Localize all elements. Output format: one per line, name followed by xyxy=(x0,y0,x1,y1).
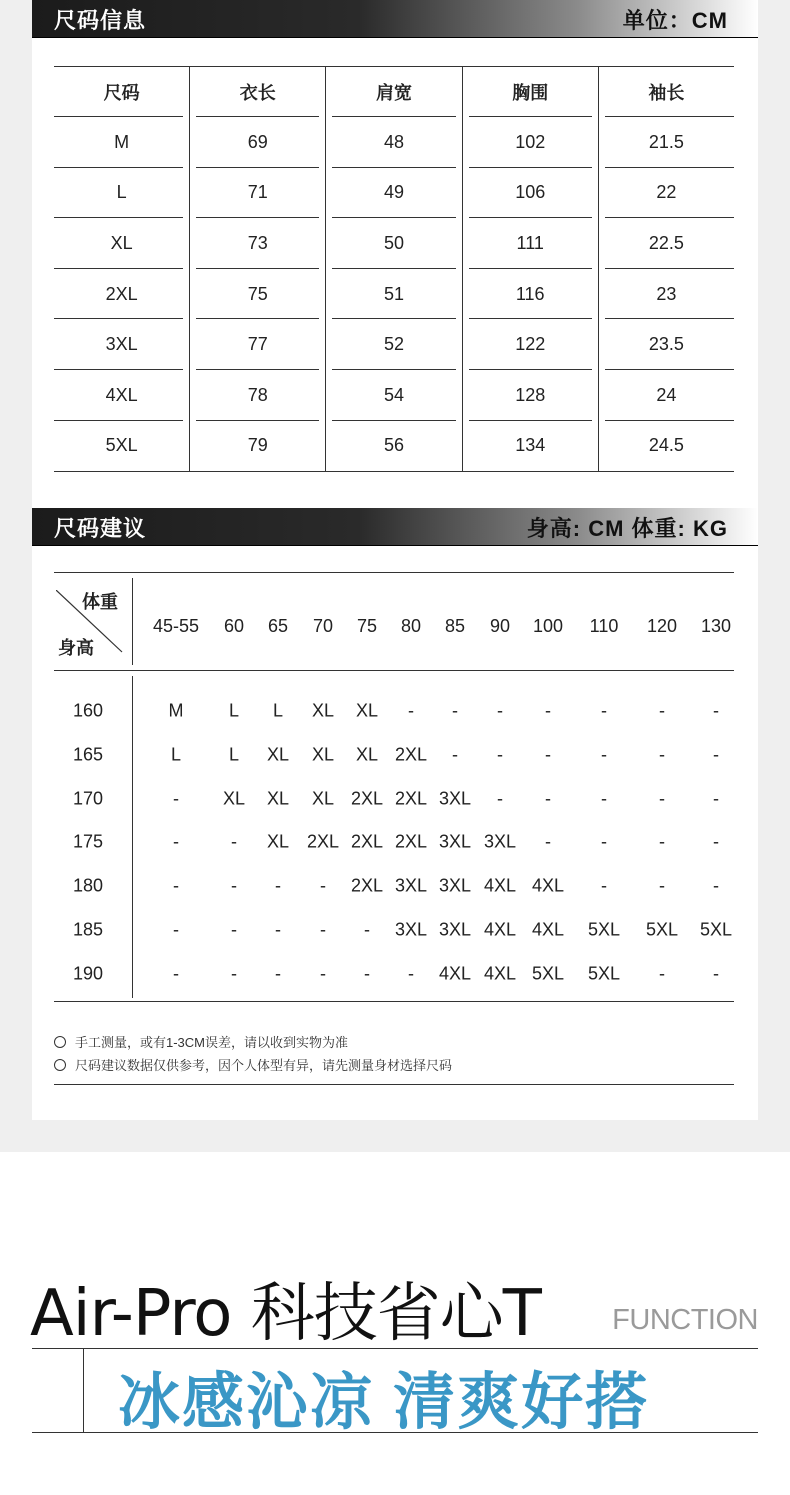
size-info-header-bar xyxy=(32,0,758,38)
advice-cell: - xyxy=(320,919,326,940)
table-cell: 128 xyxy=(462,370,598,421)
table-row xyxy=(54,421,734,472)
size-advice-card xyxy=(32,500,758,1120)
advice-cell: XL xyxy=(266,831,290,852)
advice-cell: 2XL xyxy=(394,744,428,765)
weight-header: 60 xyxy=(223,616,245,636)
advice-cell: - xyxy=(713,700,719,721)
list-item xyxy=(54,1053,734,1076)
table-cell: 73 xyxy=(189,218,325,269)
advice-cell: - xyxy=(173,831,179,852)
advice-cell: L xyxy=(228,700,240,721)
advice-cell: 5XL xyxy=(531,963,565,984)
divider xyxy=(32,1348,758,1349)
table-header-row xyxy=(54,67,734,117)
advice-cell: XL xyxy=(266,788,290,809)
advice-cell: - xyxy=(659,875,665,896)
table-cell: 5XL xyxy=(105,435,138,456)
circle-bullet-icon xyxy=(54,1036,66,1048)
circle-bullet-icon xyxy=(54,1059,66,1071)
weight-header: 85 xyxy=(444,616,466,636)
advice-cell: 5XL xyxy=(645,919,679,940)
list-item xyxy=(54,1030,734,1053)
advice-cell: - xyxy=(545,744,551,765)
table-row xyxy=(54,269,734,320)
advice-cell: - xyxy=(601,831,607,852)
table-cell: 3XL xyxy=(54,319,189,370)
height-label: 185 xyxy=(72,919,104,940)
table-cell: 4XL xyxy=(54,370,189,421)
divider xyxy=(54,1001,734,1002)
product-headline: Air-Pro 科技省心T xyxy=(30,1277,541,1351)
advice-cell: 3XL xyxy=(438,875,472,896)
weight-header: 90 xyxy=(489,616,511,636)
weight-header: 75 xyxy=(356,616,378,636)
table-cell: 116 xyxy=(462,269,598,320)
advice-cell: 2XL xyxy=(350,831,384,852)
advice-cell: 4XL xyxy=(531,875,565,896)
advice-cell: - xyxy=(601,875,607,896)
size-advice-unit: 身高: CM 体重: KG xyxy=(526,516,728,541)
table-header-cell: 衣长 xyxy=(189,67,325,117)
table-cell: 21.5 xyxy=(598,117,734,168)
table-cell: L xyxy=(54,168,189,219)
table-cell: 102 xyxy=(462,117,598,168)
advice-cell: - xyxy=(659,831,665,852)
divider xyxy=(54,1084,734,1085)
advice-cell: - xyxy=(275,919,281,940)
advice-cell: - xyxy=(408,700,414,721)
table-row xyxy=(54,218,734,269)
height-label: 165 xyxy=(72,744,104,765)
advice-cell: 2XL xyxy=(394,788,428,809)
advice-cell: - xyxy=(497,744,503,765)
advice-cell: - xyxy=(173,875,179,896)
size-info-unit: 单位：CM xyxy=(622,8,728,33)
advice-cell: XL xyxy=(266,744,290,765)
table-header-cell: 尺码 xyxy=(54,67,189,117)
advice-cell: - xyxy=(659,788,665,809)
advice-cell: - xyxy=(275,875,281,896)
advice-cell: 5XL xyxy=(587,919,621,940)
table-cell: 56 xyxy=(325,421,461,472)
table-cell: 54 xyxy=(325,370,461,421)
height-label: 190 xyxy=(72,963,104,984)
advice-cell: - xyxy=(408,963,414,984)
advice-cell: 4XL xyxy=(483,963,517,984)
advice-cell: - xyxy=(231,875,237,896)
table-cell: 24.5 xyxy=(598,421,734,472)
weight-header: 80 xyxy=(400,616,422,636)
weight-header: 120 xyxy=(646,616,678,636)
advice-cell: 2XL xyxy=(350,788,384,809)
divider xyxy=(54,572,734,573)
advice-cell: 5XL xyxy=(699,919,733,940)
advice-cell: - xyxy=(659,744,665,765)
advice-cell: - xyxy=(713,788,719,809)
table-cell: 134 xyxy=(462,421,598,472)
advice-cell: 3XL xyxy=(438,831,472,852)
table-header-cell: 袖长 xyxy=(598,67,734,117)
advice-cell: - xyxy=(231,963,237,984)
table-header-cell: 胸围 xyxy=(462,67,598,117)
advice-cell: - xyxy=(713,831,719,852)
advice-cell: L xyxy=(170,744,182,765)
divider xyxy=(132,578,133,665)
advice-cell: - xyxy=(364,963,370,984)
table-cell: 75 xyxy=(189,269,325,320)
advice-cell: XL xyxy=(311,744,335,765)
table-cell: 50 xyxy=(325,218,461,269)
advice-cell: 4XL xyxy=(438,963,472,984)
table-cell: 2XL xyxy=(54,269,189,320)
table-cell: 23.5 xyxy=(598,319,734,370)
advice-cell: - xyxy=(545,831,551,852)
table-cell: 22 xyxy=(598,168,734,219)
size-advice-header-bar xyxy=(32,508,758,546)
size-advice-title: 尺码建议 xyxy=(54,516,147,541)
table-cell: 78 xyxy=(189,370,325,421)
table-cell: XL xyxy=(54,218,189,269)
table-cell: 49 xyxy=(325,168,461,219)
weight-header: 130 xyxy=(700,616,732,636)
table-cell: 77 xyxy=(189,319,325,370)
table-cell: 69 xyxy=(189,117,325,168)
advice-cell: - xyxy=(497,788,503,809)
table-cell: 23 xyxy=(598,269,734,320)
table-cell: 24 xyxy=(598,370,734,421)
advice-cell: - xyxy=(659,700,665,721)
advice-cell: - xyxy=(231,919,237,940)
table-cell: 106 xyxy=(462,168,598,219)
advice-cell: - xyxy=(601,744,607,765)
advice-cell: - xyxy=(601,788,607,809)
advice-cell: L xyxy=(272,700,284,721)
table-cell: 79 xyxy=(189,421,325,472)
height-label: 160 xyxy=(72,700,104,721)
advice-cell: 3XL xyxy=(438,919,472,940)
table-cell: 122 xyxy=(462,319,598,370)
table-row xyxy=(54,168,734,219)
size-info-title: 尺码信息 xyxy=(54,8,147,33)
weight-header: 110 xyxy=(589,616,619,636)
feature-slogan: 冰感沁凉 清爽好搭 xyxy=(118,1368,650,1437)
advice-cell: - xyxy=(173,788,179,809)
corner-weight-label: 体重 xyxy=(82,592,118,612)
advice-cell: - xyxy=(452,744,458,765)
table-row xyxy=(54,370,734,421)
advice-cell: 3XL xyxy=(394,919,428,940)
weight-header: 65 xyxy=(267,616,289,636)
divider xyxy=(132,676,133,998)
note-text: 手工测量，或有1-3CM误差，请以收到实物为准 xyxy=(75,1035,349,1050)
advice-cell: 4XL xyxy=(483,919,517,940)
advice-cell: - xyxy=(545,700,551,721)
advice-cell: - xyxy=(497,700,503,721)
advice-cell: - xyxy=(601,700,607,721)
note-text: 尺码建议数据仅供参考，因个人体型有异，请先测量身材选择尺码 xyxy=(75,1058,453,1073)
table-cell: 111 xyxy=(462,218,598,269)
table-cell: 22.5 xyxy=(598,218,734,269)
advice-cell: - xyxy=(173,963,179,984)
advice-cell: 2XL xyxy=(394,831,428,852)
advice-cell: - xyxy=(275,963,281,984)
weight-header: 100 xyxy=(532,616,564,636)
advice-cell: 4XL xyxy=(531,919,565,940)
advice-cell: XL xyxy=(355,744,379,765)
advice-cell: XL xyxy=(311,788,335,809)
table-header-cell: 肩宽 xyxy=(325,67,461,117)
advice-cell: 4XL xyxy=(483,875,517,896)
advice-cell: 2XL xyxy=(350,875,384,896)
divider xyxy=(83,1348,84,1432)
weight-header: 45-55 xyxy=(152,616,200,636)
advice-cell: 2XL xyxy=(306,831,340,852)
advice-cell: XL xyxy=(311,700,335,721)
advice-cell: - xyxy=(320,963,326,984)
function-label: FUNCTION xyxy=(612,1304,758,1336)
table-row xyxy=(54,117,734,168)
size-table xyxy=(54,66,734,472)
advice-cell: XL xyxy=(355,700,379,721)
weight-header: 70 xyxy=(312,616,334,636)
height-label: 170 xyxy=(72,788,104,809)
advice-cell: - xyxy=(364,919,370,940)
advice-cell: 3XL xyxy=(438,788,472,809)
advice-cell: 5XL xyxy=(587,963,621,984)
table-cell: 51 xyxy=(325,269,461,320)
notes-list xyxy=(54,1030,734,1076)
advice-cell: 3XL xyxy=(483,831,517,852)
advice-cell: XL xyxy=(222,788,246,809)
advice-cell: L xyxy=(228,744,240,765)
advice-cell: - xyxy=(713,744,719,765)
height-label: 175 xyxy=(72,831,104,852)
advice-cell: - xyxy=(713,963,719,984)
advice-cell: - xyxy=(320,875,326,896)
advice-cell: - xyxy=(659,963,665,984)
table-cell: M xyxy=(54,117,189,168)
table-cell: 71 xyxy=(189,168,325,219)
advice-cell: - xyxy=(231,831,237,852)
divider xyxy=(54,670,734,671)
advice-cell: - xyxy=(545,788,551,809)
table-cell: 48 xyxy=(325,117,461,168)
advice-cell: M xyxy=(168,700,184,721)
corner-height-label: 身高 xyxy=(58,638,94,658)
table-row xyxy=(54,319,734,370)
size-info-card xyxy=(32,0,758,500)
advice-cell: - xyxy=(452,700,458,721)
table-cell: 52 xyxy=(325,319,461,370)
advice-cell: - xyxy=(173,919,179,940)
height-label: 180 xyxy=(72,875,104,896)
advice-cell: 3XL xyxy=(394,875,428,896)
advice-cell: - xyxy=(713,875,719,896)
